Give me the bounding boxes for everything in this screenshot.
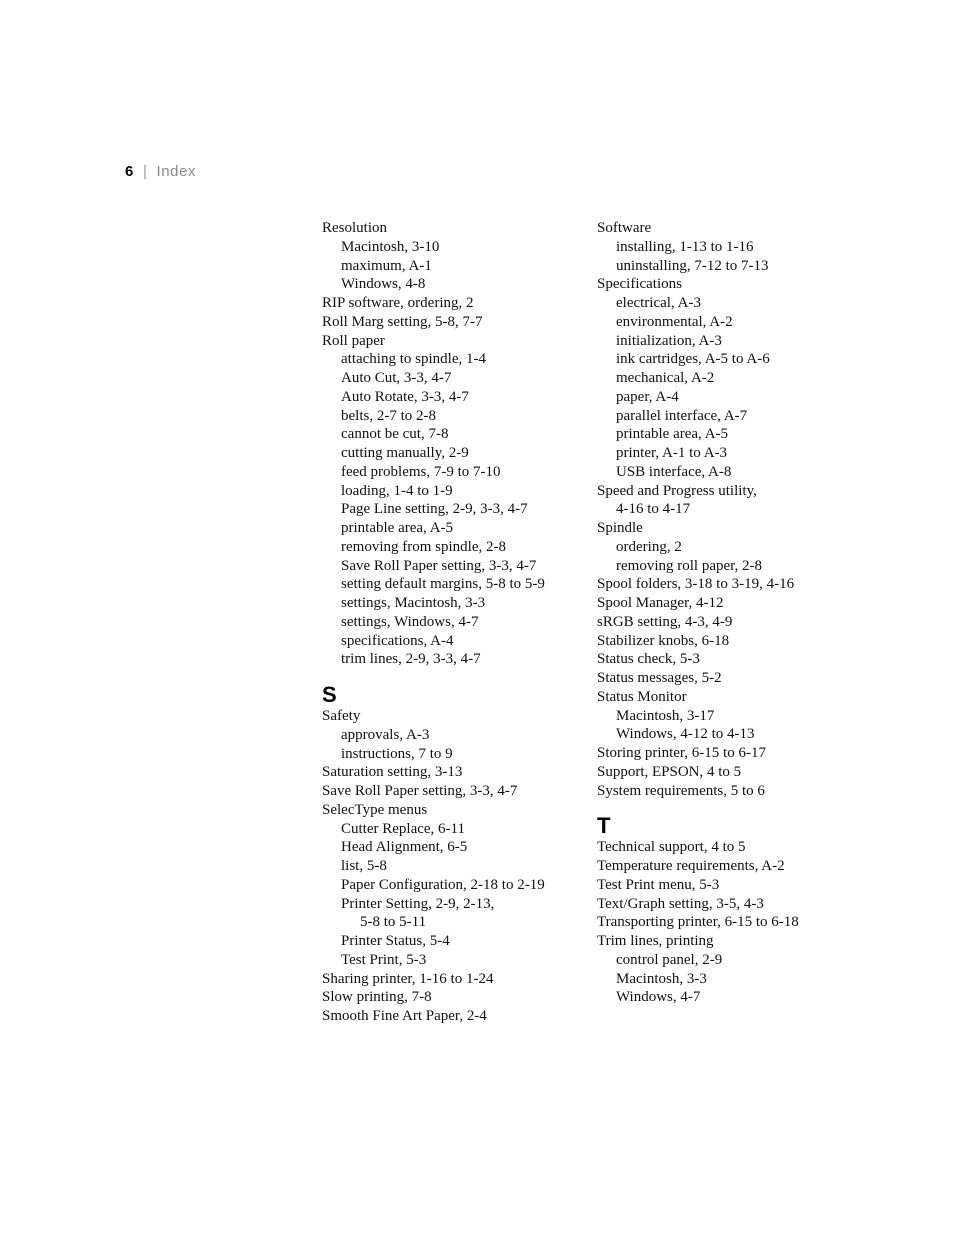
index-subentry: ink cartridges, A-5 to A-6 (616, 351, 770, 368)
index-subentry: Test Print, 5-3 (341, 951, 427, 968)
index-subentry: cannot be cut, 7-8 (341, 426, 449, 443)
index-subentry: printer, A-1 to A-3 (616, 445, 728, 461)
index-subentry: approvals, A-3 (341, 726, 430, 743)
index-entry: Save Roll Paper setting, 3-3, 4-7 (322, 783, 518, 799)
index-subentry: installing, 1-13 to 1-16 (616, 238, 754, 255)
index-subentry: Page Line setting, 2-9, 3-3, 4-7 (341, 501, 528, 518)
index-entry: Transporting printer, 6-15 to 6-18 (597, 914, 799, 931)
index-section-letter: T (597, 813, 611, 839)
index-entry: Roll paper (322, 332, 385, 349)
index-subentry: Printer Setting, 2-9, 2-13, (341, 895, 495, 912)
index-subentry: printable area, A-5 (616, 426, 729, 443)
index-subentry: Windows, 4-8 (341, 276, 426, 293)
index-subentry: Head Alignment, 6-5 (341, 839, 468, 856)
index-subentry: Auto Cut, 3-3, 4-7 (341, 370, 452, 386)
index-subentry: instructions, 7 to 9 (341, 745, 453, 762)
index-entry: Smooth Fine Art Paper, 2-4 (322, 1008, 487, 1024)
index-entry: Saturation setting, 3-13 (322, 764, 463, 781)
index-entry: SelecType menus (322, 801, 428, 818)
index-subentry: initialization, A-3 (616, 332, 722, 349)
index-entry: Technical support, 4 to 5 (597, 839, 746, 856)
index-subentry: printable area, A-5 (341, 520, 454, 536)
index-entry: Temperature requirements, A-2 (597, 858, 785, 874)
index-entry: Safety (322, 708, 361, 724)
index-subentry: settings, Windows, 4-7 (341, 613, 479, 630)
index-subentry: control panel, 2-9 (616, 951, 723, 968)
index-subentry: removing from spindle, 2-8 (341, 538, 506, 555)
index-entry: Stabilizer knobs, 6-18 (597, 632, 730, 649)
index-subentry: 5-8 to 5-11 (360, 914, 427, 931)
index-column-left (322, 219, 572, 1026)
index-subentry: Auto Rotate, 3-3, 4-7 (341, 388, 469, 405)
index-entry: Slow printing, 7-8 (322, 989, 432, 1006)
index-entry: System requirements, 5 to 6 (597, 782, 765, 799)
section-title: Index (156, 163, 197, 180)
index-entry: Speed and Progress utility, (597, 482, 757, 499)
index-entry: Storing printer, 6-15 to 6-17 (597, 745, 766, 761)
index-entry: Trim lines, printing (597, 933, 714, 949)
index-subentry: uninstalling, 7-12 to 7-13 (616, 257, 769, 274)
index-subentry: Paper Configuration, 2-18 to 2-19 (341, 876, 545, 893)
index-entry: Roll Marg setting, 5-8, 7-7 (322, 313, 483, 330)
header-separator: | (142, 163, 148, 180)
index-subentry: environmental, A-2 (616, 313, 733, 330)
index-subentry: cutting manually, 2-9 (341, 445, 469, 461)
index-subentry: removing roll paper, 2-8 (616, 557, 763, 574)
index-entry: Status check, 5-3 (597, 651, 700, 668)
index-subentry: USB interface, A-8 (616, 463, 732, 480)
index-subentry: ordering, 2 (616, 538, 682, 555)
index-subentry: attaching to spindle, 1-4 (341, 351, 486, 368)
running-head (125, 163, 196, 180)
index-entry: Sharing printer, 1-16 to 1-24 (322, 970, 494, 987)
index-entry: Resolution (322, 220, 388, 236)
index-section-letter: S (322, 682, 337, 707)
index-entry: Text/Graph setting, 3-5, 4-3 (597, 895, 764, 912)
index-subentry: Windows, 4-7 (616, 989, 701, 1006)
index-entry: Support, EPSON, 4 to 5 (597, 763, 742, 780)
index-subentry: Macintosh, 3-17 (616, 707, 715, 724)
index-entry: Specifications (597, 276, 682, 293)
index-subentry: loading, 1-4 to 1-9 (341, 482, 453, 499)
index-entry: Status Monitor (597, 688, 687, 705)
index-subentry: Macintosh, 3-3 (616, 970, 707, 987)
index-subentry: specifications, A-4 (341, 632, 454, 649)
index-entry: sRGB setting, 4-3, 4-9 (597, 613, 733, 630)
index-subentry: feed problems, 7-9 to 7-10 (341, 463, 501, 480)
index-subentry: list, 5-8 (341, 858, 387, 874)
index-subentry: electrical, A-3 (616, 295, 701, 311)
index-entry: Spindle (597, 520, 643, 536)
index-entry: Spool Manager, 4-12 (597, 595, 724, 611)
page-number: 6 (125, 163, 134, 180)
index-subentry: Windows, 4-12 to 4-13 (616, 726, 755, 743)
index-entry: Status messages, 5-2 (597, 670, 722, 686)
index-subentry: 4-16 to 4-17 (616, 501, 691, 518)
index-entry: Test Print menu, 5-3 (597, 876, 720, 893)
index-subentry: parallel interface, A-7 (616, 407, 748, 424)
index-subentry: settings, Macintosh, 3-3 (341, 595, 486, 611)
index-subentry: Macintosh, 3-10 (341, 238, 440, 255)
index-subentry: paper, A-4 (616, 388, 679, 405)
index-subentry: Printer Status, 5-4 (341, 933, 450, 949)
index-subentry: belts, 2-7 to 2-8 (341, 407, 436, 424)
index-column-right (597, 219, 847, 1007)
index-subentry: mechanical, A-2 (616, 370, 715, 386)
index-entry: Software (597, 220, 652, 236)
index-entry: Spool folders, 3-18 to 3-19, 4-16 (597, 576, 795, 593)
index-subentry: Cutter Replace, 6-11 (341, 820, 465, 837)
index-subentry: Save Roll Paper setting, 3-3, 4-7 (341, 557, 537, 574)
index-subentry: trim lines, 2-9, 3-3, 4-7 (341, 651, 481, 668)
index-entry: RIP software, ordering, 2 (322, 295, 474, 311)
index-subentry: maximum, A-1 (341, 257, 432, 274)
index-subentry: setting default margins, 5-8 to 5-9 (341, 576, 545, 593)
